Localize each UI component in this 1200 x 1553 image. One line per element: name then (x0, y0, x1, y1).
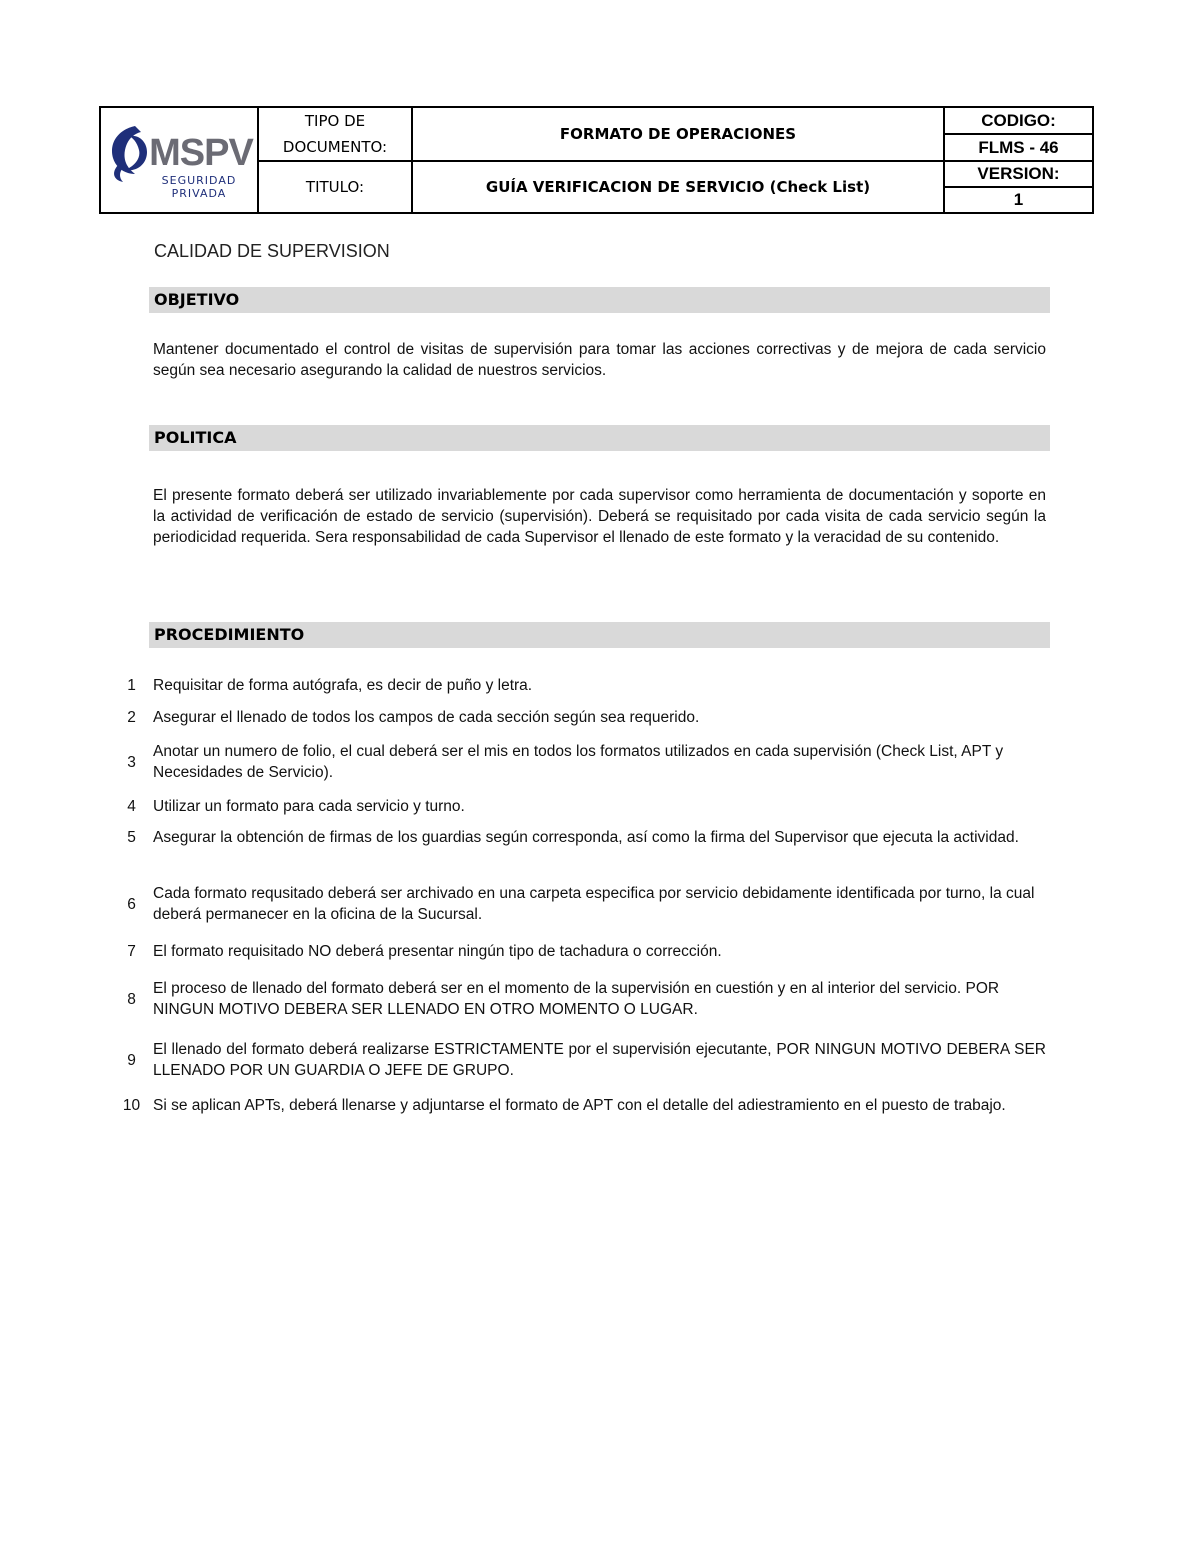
procedure-step (110, 1039, 1050, 1081)
step-text: Asegurar la obtención de firmas de los guardias según corresponda, así como la firma del Supervisor que ejecuta la actividad. (153, 829, 1019, 846)
procedure-step (110, 1095, 1050, 1116)
logo-cell (100, 107, 258, 213)
logo-subtitle: SEGURIDAD PRIVADA (161, 174, 237, 200)
step-number: 9 (127, 1051, 136, 1069)
step-number: 1 (127, 677, 136, 694)
procedure-step (110, 883, 1050, 925)
procedure-step (110, 707, 1050, 728)
step-number: 10 (122, 1097, 141, 1114)
procedure-step (110, 827, 1050, 848)
doc-type-value: FORMATO DE OPERACIONES (412, 107, 944, 161)
step-number: 5 (127, 829, 136, 846)
document-title: CALIDAD DE SUPERVISION (154, 241, 390, 261)
step-text: Utilizar un formato para cada servicio y turno. (153, 798, 465, 815)
objetivo-text: Mantener documentado el control de visitas de supervisión para tomar las acciones correctivas y de mejora de cada servicio según sea necesario asegurando la calidad de nuestros servicios. (153, 341, 1046, 379)
procedure-step (110, 741, 1050, 783)
step-number: 3 (127, 753, 136, 771)
step-text: Requisitar de forma autógrafa, es decir de puño y letra. (153, 677, 533, 694)
version-label: VERSION: (944, 161, 1093, 187)
step-text: El proceso de llenado del formato deberá ser en el momento de la supervisión en cuestión y en al interior del servicio. POR NINGUN MOTIVO DEBERA SER LLENADO EN OTRO MOMENTO O LUGAR. (153, 980, 1000, 1018)
step-number: 2 (127, 709, 136, 726)
step-text: Anotar un numero de folio, el cual deberá ser el mis en todos los formatos utilizados en cada supervisión (Check List, APT y Necesidades de Servicio). (153, 743, 1004, 781)
doc-type-label-line1: TIPO DE (304, 112, 366, 130)
doc-type-label-cell (258, 107, 412, 161)
code-label: CODIGO: (944, 107, 1093, 134)
step-text: Cada formato requsitado deberá ser archivado en una carpeta especifica por servicio debidamente identificada por turno, la cual deberá permanecer en la oficina de la Sucursal. (153, 885, 1035, 923)
step-number: 7 (127, 943, 136, 960)
document-header-table (99, 106, 1094, 214)
step-number: 6 (127, 895, 136, 913)
step-text: Si se aplican APTs, deberá llenarse y adjuntarse el formato de APT con el detalle del adiestramiento en el puesto de trabajo. (153, 1097, 1006, 1114)
code-value: FLMS - 46 (944, 134, 1093, 161)
objetivo-heading: OBJETIVO (149, 287, 1050, 313)
step-text: Asegurar el llenado de todos los campos de cada sección según sea requerido. (153, 709, 700, 726)
doc-type-label-line2: DOCUMENTO: (282, 138, 388, 156)
step-text: El llenado del formato deberá realizarse ESTRICTAMENTE por el supervisión ejecutante, POR NINGUN MOTIVO DEBERA SER LLENADO POR UN GUARDIA O JEFE DE GRUPO. (153, 1041, 1046, 1079)
procedure-step (110, 941, 1050, 962)
step-number: 8 (127, 990, 136, 1008)
politica-heading: POLITICA (149, 425, 1050, 451)
step-number: 4 (127, 798, 136, 815)
title-label: TITULO: (258, 161, 412, 213)
version-value: 1 (944, 187, 1093, 213)
politica-text: El presente formato deberá ser utilizado invariablemente por cada supervisor como herramienta de documentación y soporte en la actividad de verificación de estado de servicio (supervisión). Deberá se requisitado por cada visita de cada servicio según la periodicidad requerida. Sera responsabilidad de cada Supervisor el llenado de este formato y la veracidad de su contenido. (153, 487, 1046, 546)
logo-text: MSPV (149, 131, 253, 174)
procedure-step (110, 978, 1050, 1020)
procedimiento-heading: PROCEDIMIENTO (149, 622, 1050, 648)
procedure-step (110, 796, 1050, 817)
step-text: El formato requisitado NO deberá presentar ningún tipo de tachadura o corrección. (153, 943, 722, 960)
title-value: GUÍA VERIFICACION DE SERVICIO (Check List) (412, 161, 944, 213)
procedure-step (110, 675, 1050, 696)
company-logo (101, 120, 257, 200)
